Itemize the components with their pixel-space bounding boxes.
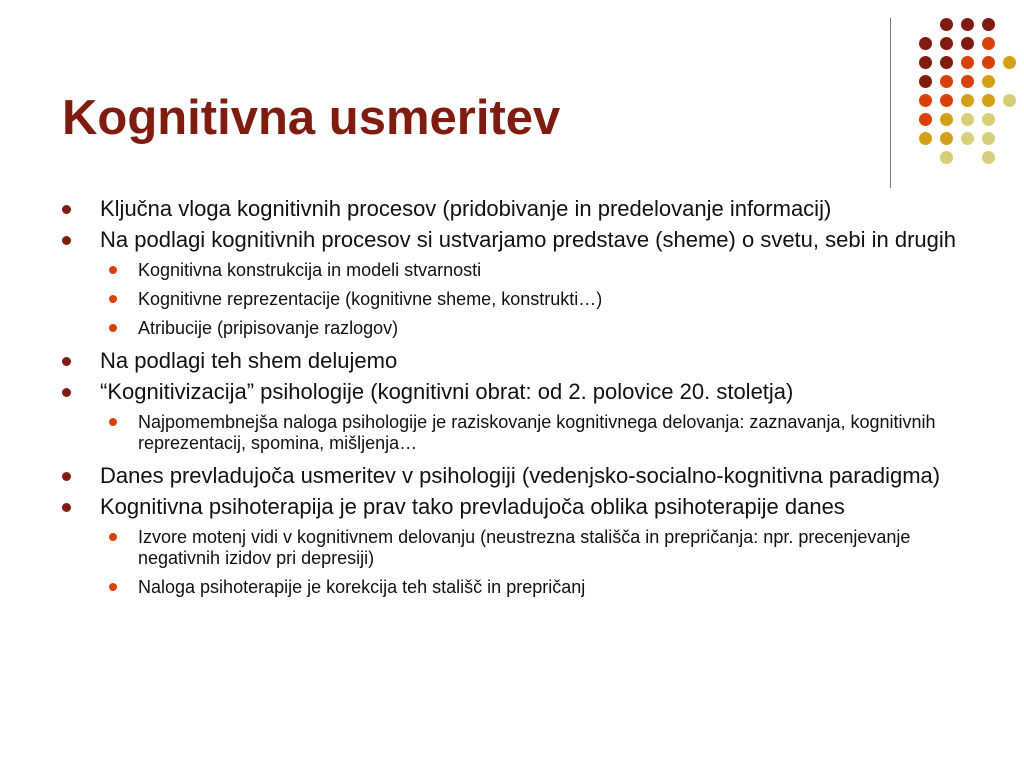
bullet-dot-icon	[62, 357, 71, 366]
decorative-dot-icon	[982, 113, 995, 126]
decorative-dot-icon	[919, 132, 932, 145]
sub-bullet-dot-icon	[109, 418, 117, 426]
bullet-text: Kognitivna psihoterapija je prav tako prevladujoča oblika psihoterapije danes	[100, 494, 845, 519]
decorative-dot-icon	[919, 94, 932, 107]
decorative-dot-grid	[904, 12, 1014, 172]
decorative-dot-icon	[961, 56, 974, 69]
decorative-dot-icon	[961, 113, 974, 126]
sub-bullet-dot-icon	[109, 295, 117, 303]
bullet-dot-icon	[62, 503, 71, 512]
bullet-text: Ključna vloga kognitivnih procesov (pridobivanje in predelovanje informacij)	[100, 196, 832, 221]
decorative-dot-icon	[961, 132, 974, 145]
bullet-text: Na podlagi teh shem delujemo	[100, 348, 398, 373]
decorative-dot-icon	[940, 94, 953, 107]
bullet-item	[62, 379, 972, 404]
bullet-dot-icon	[62, 236, 71, 245]
decorative-dot-icon	[982, 151, 995, 164]
decorative-dot-icon	[940, 75, 953, 88]
decorative-dot-icon	[919, 75, 932, 88]
decorative-dot-icon	[982, 18, 995, 31]
decorative-dot-icon	[982, 56, 995, 69]
bullet-item	[62, 463, 972, 488]
sub-bullet-item	[62, 318, 972, 339]
decorative-dot-icon	[919, 37, 932, 50]
sub-bullet-item	[62, 412, 972, 454]
bullet-dot-icon	[62, 472, 71, 481]
sub-bullet-dot-icon	[109, 324, 117, 332]
sub-bullet-item	[62, 527, 972, 569]
bullet-item	[62, 227, 972, 252]
decorative-dot-icon	[940, 132, 953, 145]
sub-bullet-text: Izvore motenj vidi v kognitivnem delovanju (neustrezna stališča in prepričanja: npr. precenjevanje negativnih izidov pri depresiji)	[138, 527, 911, 568]
decorative-dot-icon	[961, 94, 974, 107]
sub-bullet-dot-icon	[109, 533, 117, 541]
decorative-dot-icon	[961, 75, 974, 88]
decorative-dot-icon	[940, 56, 953, 69]
sub-bullet-dot-icon	[109, 583, 117, 591]
decorative-dot-icon	[919, 56, 932, 69]
sub-bullet-item	[62, 289, 972, 310]
decorative-dot-icon	[940, 37, 953, 50]
bullet-text: “Kognitivizacija” psihologije (kognitivni obrat: od 2. polovice 20. stoletja)	[100, 379, 794, 404]
sub-bullet-text: Najpomembnejša naloga psihologije je raziskovanje kognitivnega delovanja: zaznavanja, kognitivnih reprezentacij, spomina, mišljenja…	[138, 412, 936, 453]
decorative-dot-icon	[982, 37, 995, 50]
sub-bullet-text: Naloga psihoterapije je korekcija teh stališč in prepričanj	[138, 577, 586, 597]
title-divider-line	[890, 18, 891, 188]
decorative-dot-icon	[982, 94, 995, 107]
decorative-dot-icon	[1003, 56, 1016, 69]
decorative-dot-icon	[919, 113, 932, 126]
bullet-item	[62, 196, 972, 221]
bullet-list	[62, 196, 972, 598]
sub-bullet-item	[62, 260, 972, 281]
bullet-item	[62, 494, 972, 519]
bullet-text: Danes prevladujoča usmeritev v psihologiji (vedenjsko-socialno-kognitivna paradigma)	[100, 463, 941, 488]
sub-bullet-text: Atribucije (pripisovanje razlogov)	[138, 318, 399, 338]
bullet-dot-icon	[62, 205, 71, 214]
decorative-dot-icon	[940, 151, 953, 164]
sub-bullet-item	[62, 577, 972, 598]
sub-bullet-dot-icon	[109, 266, 117, 274]
decorative-dot-icon	[1003, 94, 1016, 107]
bullet-text: Na podlagi kognitivnih procesov si ustvarjamo predstave (sheme) o svetu, sebi in drugih	[100, 227, 956, 252]
decorative-dot-icon	[982, 132, 995, 145]
bullet-item	[62, 348, 972, 373]
decorative-dot-icon	[982, 75, 995, 88]
decorative-dot-icon	[961, 18, 974, 31]
slide-title: Kognitivna usmeritev	[62, 91, 561, 145]
decorative-dot-icon	[940, 113, 953, 126]
sub-bullet-text: Kognitivne reprezentacije (kognitivne sheme, konstrukti…)	[138, 289, 603, 309]
sub-bullet-text: Kognitivna konstrukcija in modeli stvarnosti	[138, 260, 482, 280]
decorative-dot-icon	[940, 18, 953, 31]
bullet-dot-icon	[62, 388, 71, 397]
decorative-dot-icon	[961, 37, 974, 50]
